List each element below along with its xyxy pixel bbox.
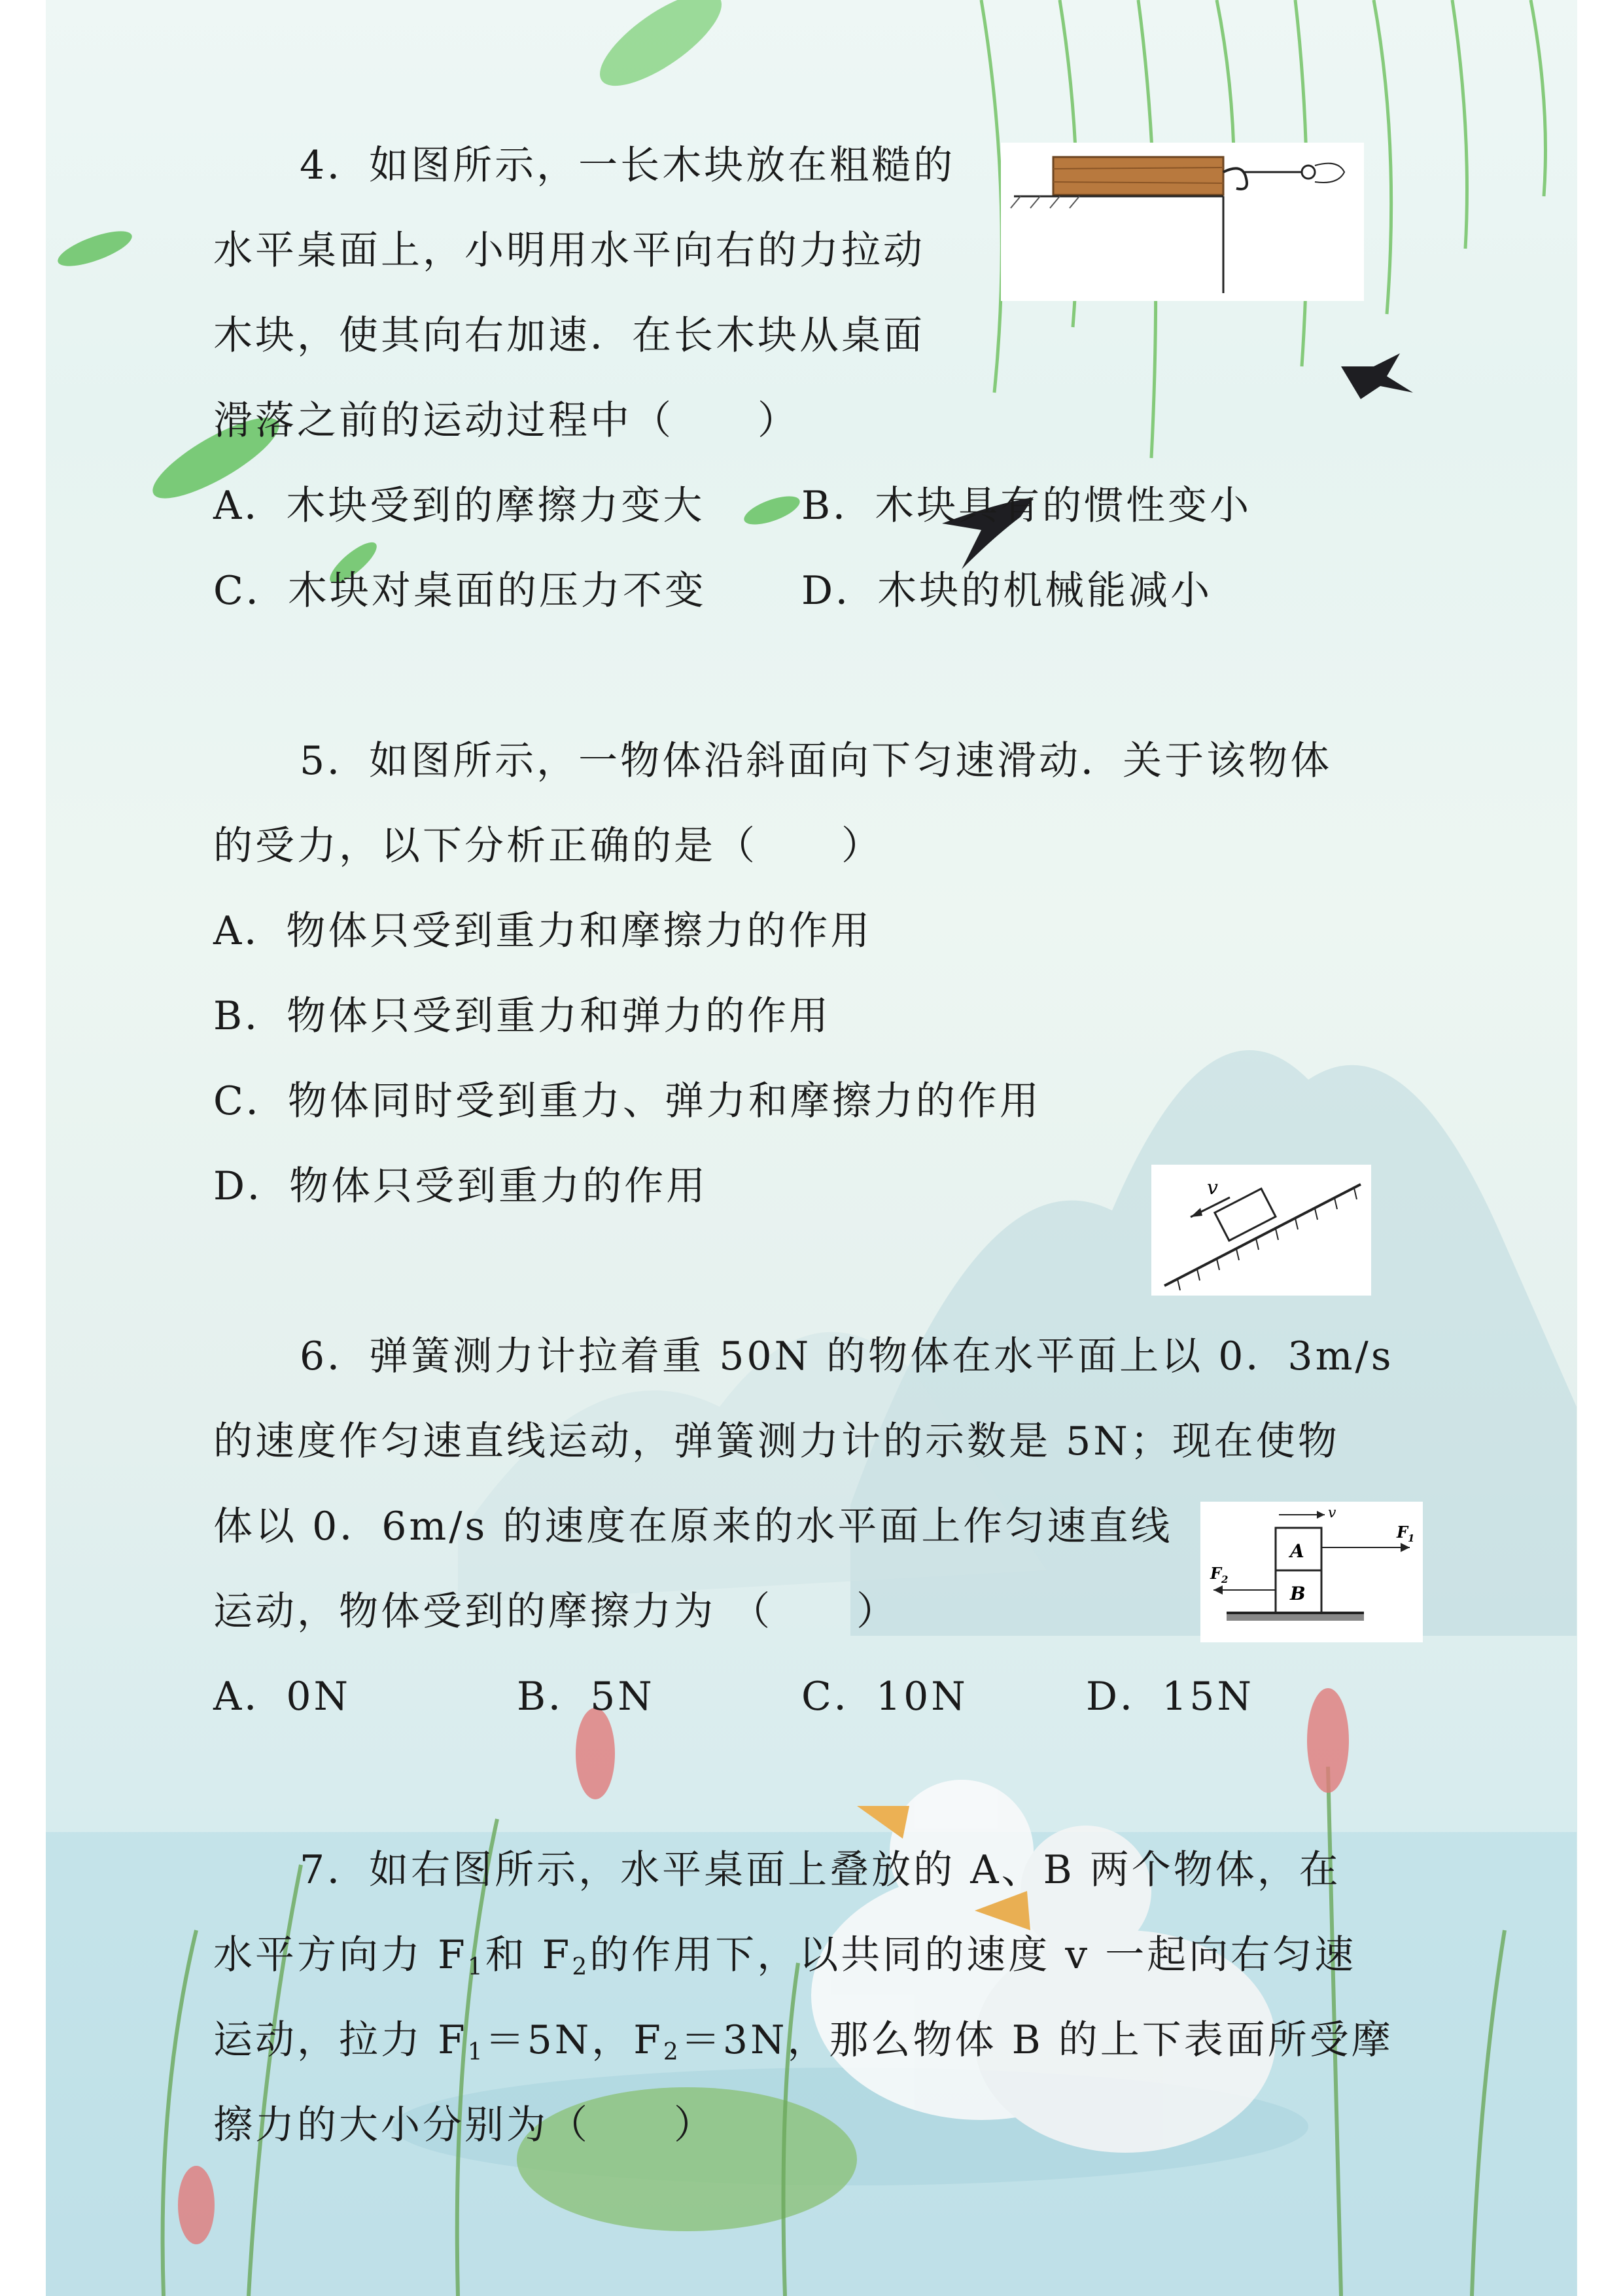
- q5-option-a: A．物体只受到重力和摩擦力的作用: [213, 908, 873, 954]
- leaf-shape: [741, 491, 803, 531]
- q5-line-2: 的受力，以下分析正确的是（ ）: [213, 823, 883, 869]
- q5-option-d: D．物体只受到重力的作用: [213, 1163, 708, 1209]
- q4-option-c: C．木块对桌面的压力不变: [213, 568, 707, 614]
- q6-option-d: D．15N: [1086, 1674, 1254, 1720]
- leaf-shape: [54, 224, 135, 274]
- q4-line-2: 水平桌面上，小明用水平向右的力拉动: [213, 228, 925, 274]
- q4-line-4: 滑落之前的运动过程中（ ）: [213, 398, 799, 444]
- q4-line-1: 4．如图所示，一长木块放在粗糙的: [300, 143, 956, 188]
- q6-line-4: 运动，物体受到的摩擦力为 （ ）: [213, 1589, 899, 1634]
- q4-line-3: 木块，使其向右加速．在长木块从桌面: [213, 313, 925, 359]
- q7-line-4: 擦力的大小分别为（ ）: [213, 2102, 716, 2148]
- q4-option-d: D．木块的机械能减小: [801, 568, 1213, 614]
- q6-block-a-label: A: [1290, 1540, 1304, 1562]
- q4-option-a: A．木块受到的摩擦力变大: [213, 483, 705, 529]
- q6-option-a: A．0N: [213, 1674, 351, 1720]
- q6-figure-stacked-blocks: [1200, 1502, 1423, 1642]
- q7-line-2: 水平方向力 $F_1$和 $F_2$的作用下，以共同的速度 v 一起向右匀速: [213, 1932, 1357, 1981]
- q5-option-b: B．物体只受到重力和弹力的作用: [213, 993, 831, 1039]
- q6-line-3: 体以 0．6m/s 的速度在原来的水平面上作匀速直线: [213, 1504, 1173, 1549]
- q5-figure-incline: [1151, 1165, 1371, 1296]
- q6-option-c: C．10N: [801, 1674, 968, 1720]
- page-border-right: [1577, 0, 1623, 2296]
- q6-velocity-label: v: [1328, 1505, 1336, 1521]
- q6-option-b: B．5N: [517, 1674, 655, 1720]
- q7-line-3: 运动，拉力 $F_1=5N$，$F_2=3N$，那么物体 B 的上下表面所受摩: [213, 2017, 1393, 2066]
- leaf-shape: [587, 0, 735, 102]
- q5-line-1: 5．如图所示，一物体沿斜面向下匀速滑动．关于该物体: [300, 738, 1333, 784]
- q7-line-1: 7．如右图所示，水平桌面上叠放的 A、B 两个物体，在: [300, 1847, 1341, 1893]
- flower-bud: [1307, 1688, 1349, 1793]
- q5-velocity-label: v: [1207, 1176, 1218, 1199]
- q4-option-b: B．木块具有的惯性变小: [801, 483, 1252, 529]
- q5-option-c: C．物体同时受到重力、弹力和摩擦力的作用: [213, 1078, 1041, 1124]
- swallow-bird: [1341, 353, 1413, 399]
- flower-bud: [178, 2166, 215, 2244]
- q6-f2-label: $F_2$: [1210, 1564, 1229, 1585]
- q6-line-1: 6．弹簧测力计拉着重 50N 的物体在水平面上以 0．3m/s: [300, 1333, 1394, 1379]
- page-border-left: [0, 0, 46, 2296]
- q6-f1-label: $F_1$: [1397, 1523, 1415, 1544]
- q4-figure-wood-block: [1001, 143, 1364, 301]
- q6-line-2: 的速度作匀速直线运动，弹簧测力计的示数是 5N；现在使物: [213, 1419, 1340, 1464]
- q6-block-b-label: B: [1290, 1583, 1306, 1604]
